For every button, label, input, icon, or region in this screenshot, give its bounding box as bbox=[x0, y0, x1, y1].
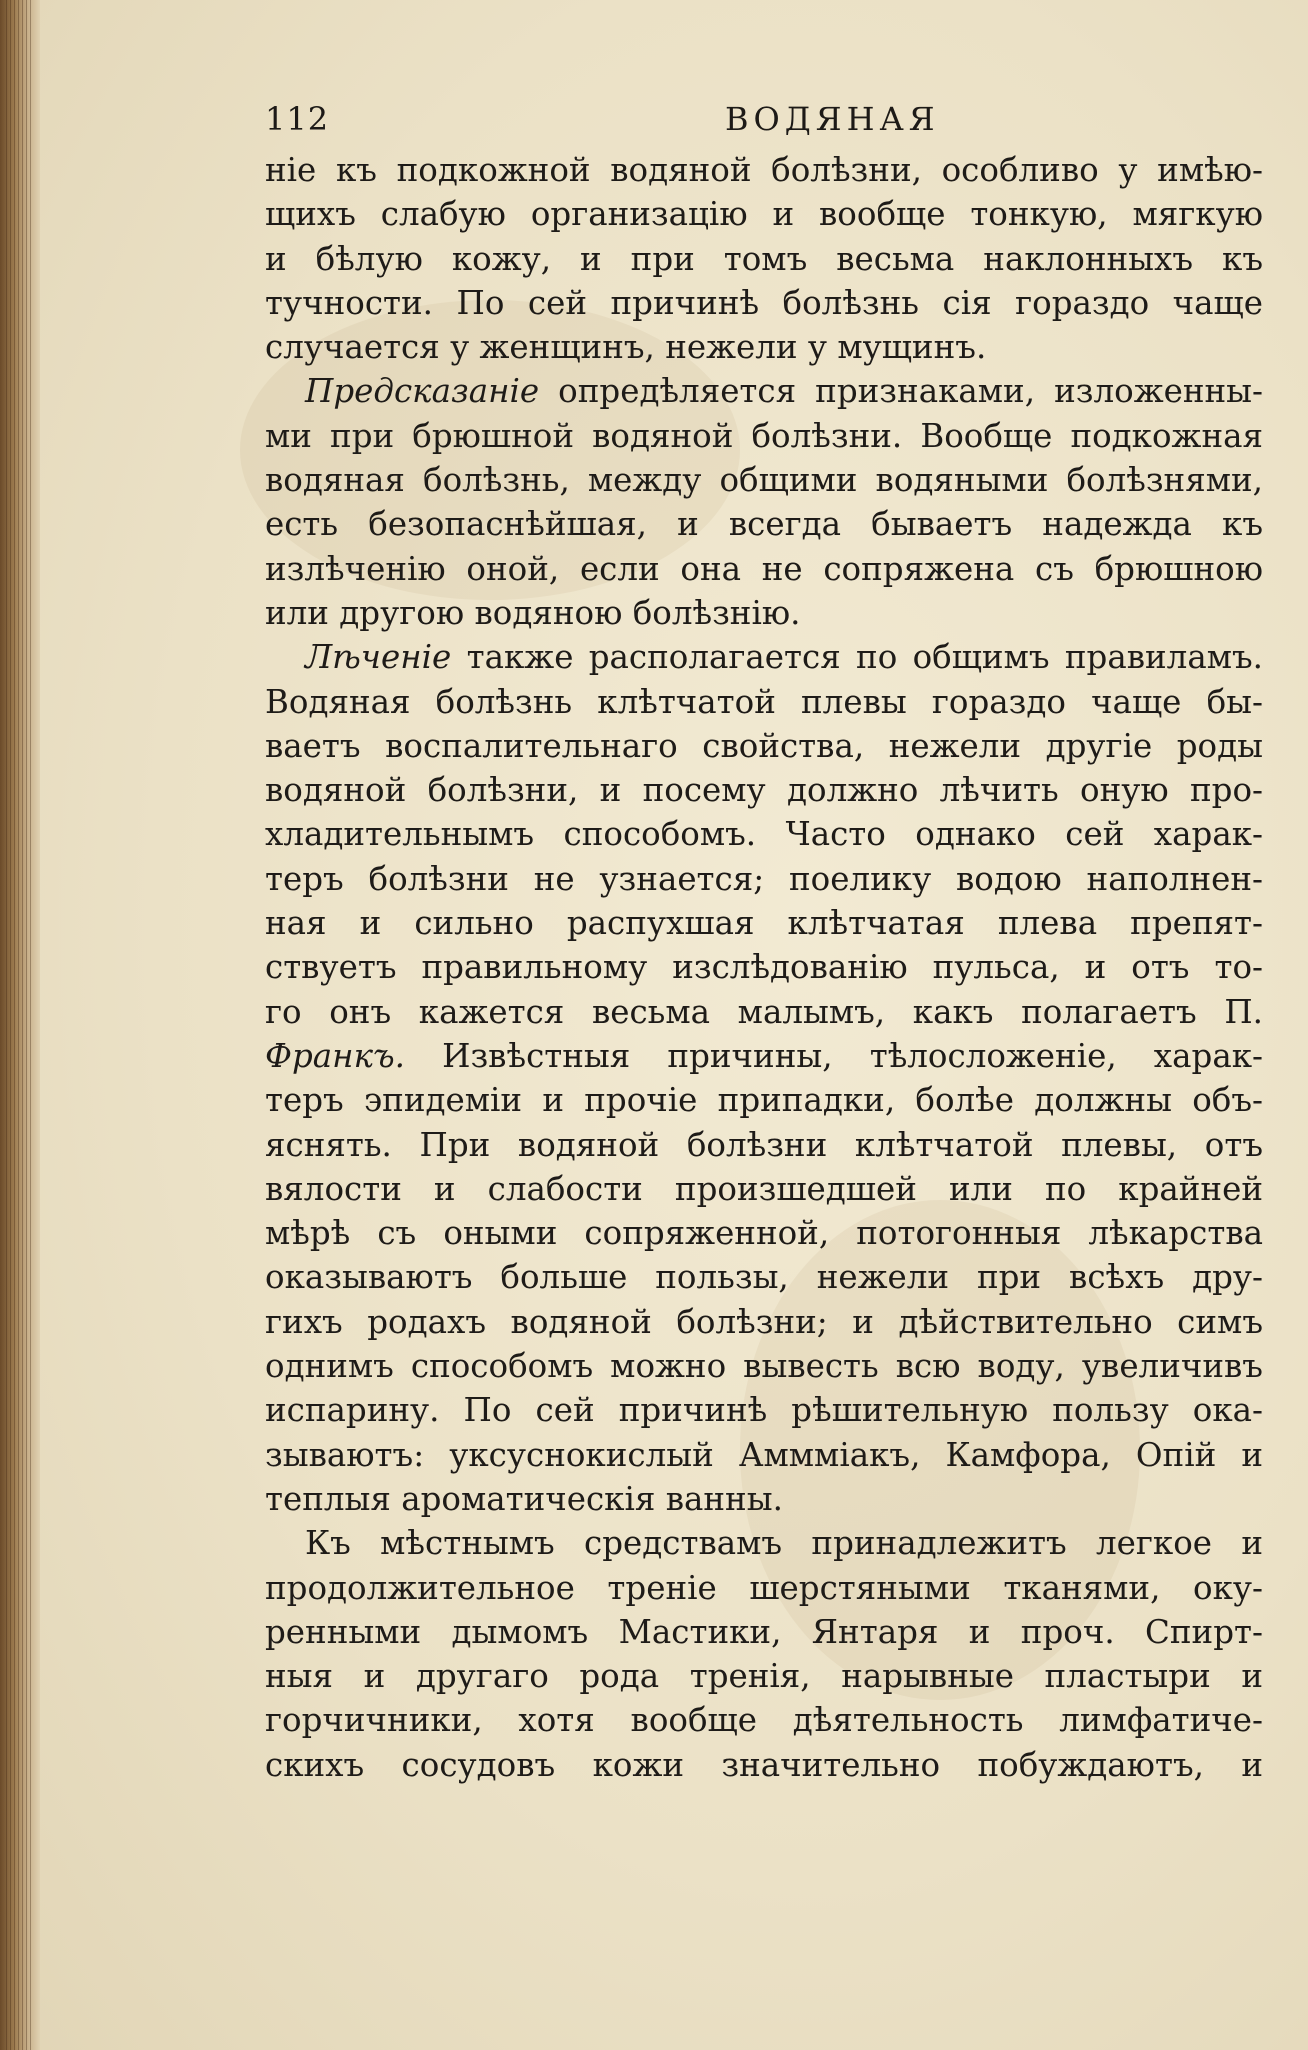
text-line: щихъ слабую организацію и вообще тонкую, мягкую bbox=[265, 195, 1263, 234]
text-line: горчичники, хотя вообще дѣятельность лимфатиче- bbox=[265, 1701, 1263, 1740]
text-line: или другою водяною болѣзнію. bbox=[265, 593, 801, 632]
text-line: теръ эпидеміи и прочіе припадки, болѣе должны объ- bbox=[265, 1081, 1263, 1120]
text-line: продолжительное треніе шерстяными тканями, оку- bbox=[265, 1568, 1263, 1607]
text-line: теръ болѣзни не узнается; поелику водою наполнен- bbox=[265, 859, 1263, 898]
text-line: яснять. При водяной болѣзни клѣтчатой плевы, отъ bbox=[265, 1125, 1263, 1164]
body-text bbox=[265, 148, 1263, 1787]
text-line: ми при брюшной водяной болѣзни. Вообще подкожная bbox=[265, 416, 1263, 455]
text-line: оказываютъ больше пользы, нежели при всѣхъ дру- bbox=[265, 1258, 1263, 1297]
section-lead: Лѣченіе bbox=[305, 638, 452, 677]
running-title: ВОДЯНАЯ bbox=[725, 100, 940, 138]
text-line: теплыя ароматическія ванны. bbox=[265, 1479, 783, 1518]
text-line: хладительнымъ способомъ. Часто однако сей харак- bbox=[265, 815, 1263, 854]
text-line: излѣченію оной, если она не сопряжена съ брюшною bbox=[265, 549, 1263, 588]
paragraph-start: Къ мѣстнымъ средствамъ принадлежитъ легкое и bbox=[305, 1524, 1263, 1563]
text-line: однимъ способомъ можно вывесть всю воду, увеличивъ bbox=[265, 1347, 1263, 1386]
text-line: мѣрѣ съ оными сопряженной, потогонныя лѣкарства bbox=[265, 1214, 1263, 1253]
text-line: и бѣлую кожу, и при томъ весьма наклонныхъ къ bbox=[265, 239, 1263, 278]
text-line: ныя и другаго рода тренія, нарывные пластыри и bbox=[265, 1657, 1263, 1696]
text-line: водяная болѣзнь, между общими водяными болѣзнями, bbox=[265, 461, 1263, 500]
section-lead: Предсказаніе bbox=[305, 372, 540, 411]
page-number: 112 bbox=[265, 100, 330, 138]
text-line: испарину. По сей причинѣ рѣшительную пользу ока- bbox=[265, 1391, 1263, 1430]
text-line: зываютъ: уксуснокислый Аммміакъ, Камфора, Опій и bbox=[265, 1435, 1263, 1474]
text-line: тучности. По сей причинѣ болѣзнь сія гораздо чаще bbox=[265, 283, 1263, 322]
page-edges bbox=[6, 0, 32, 2050]
text-line: ніе къ подкожной водяной болѣзни, особливо у имѣю- bbox=[265, 151, 1263, 189]
text-line: Франкъ. Извѣстныя причины, тѣлосложеніе, харак- bbox=[265, 1036, 1263, 1075]
author-name: Франкъ. bbox=[265, 1036, 405, 1075]
page-header bbox=[265, 100, 1265, 150]
text-line: водяной болѣзни, и посему должно лѣчить оную про- bbox=[265, 771, 1263, 810]
text-line: Водяная болѣзнь клѣтчатой плевы гораздо чаще бы- bbox=[265, 682, 1263, 721]
text-line: ваетъ воспалительнаго свойства, нежели другіе роды bbox=[265, 726, 1263, 765]
text-line: скихъ сосудовъ кожи значительно побуждаютъ, и bbox=[265, 1745, 1263, 1784]
text-line: случается у женщинъ, нежели у мущинъ. bbox=[265, 328, 987, 367]
text-line: гихъ родахъ водяной болѣзни; и дѣйствительно симъ bbox=[265, 1302, 1263, 1341]
paragraph-start: Предсказаніе опредѣляется признаками, изложенны- bbox=[305, 372, 1263, 411]
text-line: ная и сильно распухшая клѣтчатая плева препят- bbox=[265, 904, 1263, 943]
text-line: го онъ кажется весьма малымъ, какъ полагаетъ П. bbox=[265, 992, 1263, 1031]
text-line: вялости и слабости произшедшей или по крайней bbox=[265, 1169, 1263, 1208]
text-line: ренными дымомъ Мастики, Янтаря и проч. Спирт- bbox=[265, 1612, 1263, 1651]
text-line: ствуетъ правильному изслѣдованію пульса, и отъ то- bbox=[265, 948, 1263, 987]
paragraph-start: Лѣченіе также располагается по общимъ правиламъ. bbox=[305, 638, 1263, 677]
text-line: есть безопаснѣйшая, и всегда бываетъ надежда къ bbox=[265, 505, 1263, 544]
